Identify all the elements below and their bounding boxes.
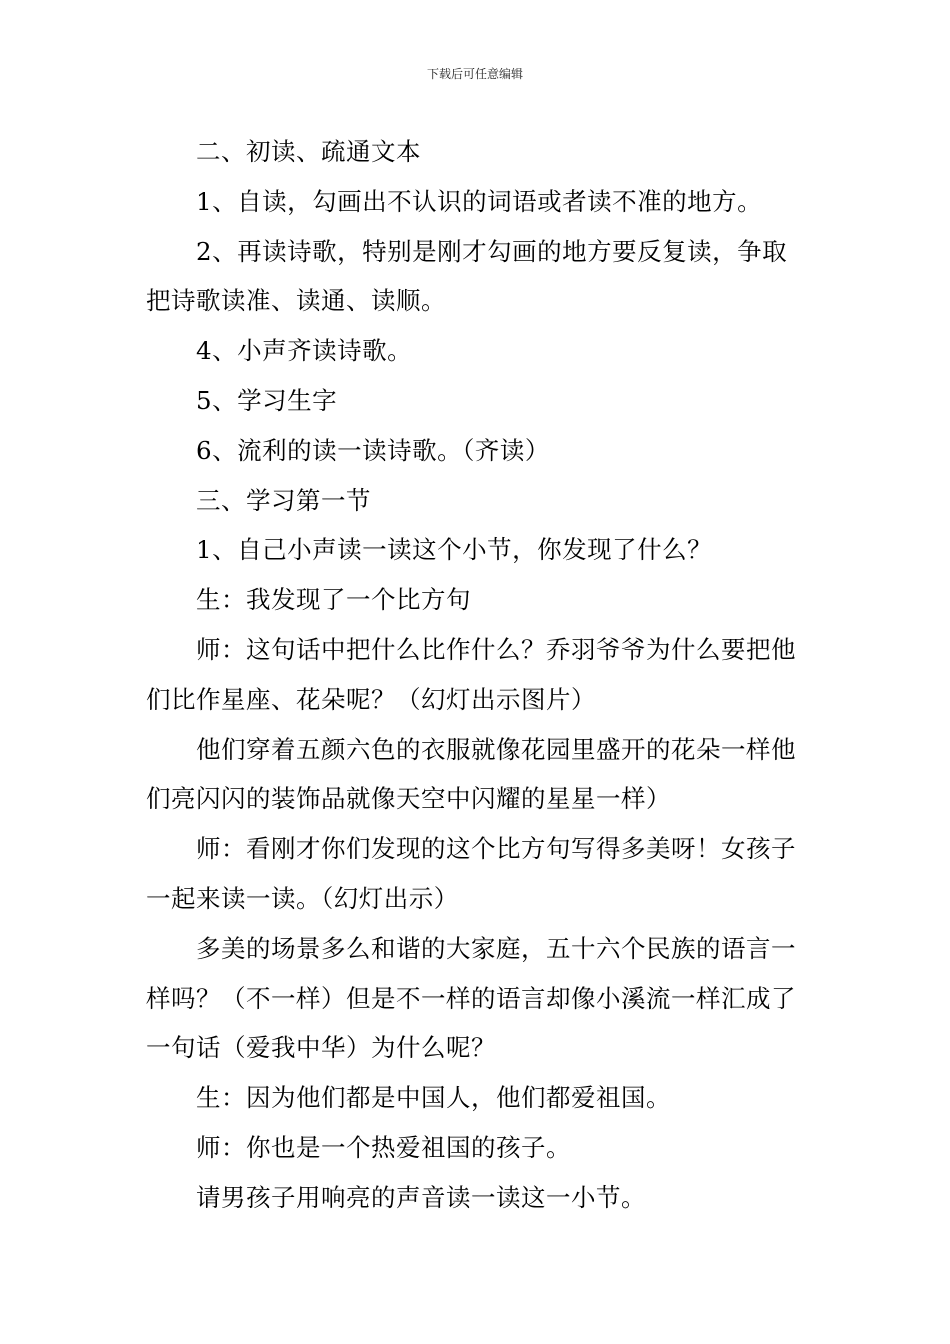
paragraph-discussion: 多美的场景多么和谐的大家庭，五十六个民族的语言一样吗？（不一样）但是不一样的语言却像小溪流一样汇成了一句话（爱我中华）为什么呢？ xyxy=(146,933,796,1063)
paragraph-section-3-heading: 三、学习第一节 xyxy=(196,485,371,515)
paragraph-boys-read-instruction: 请男孩子用响亮的声音读一读这一小节。 xyxy=(196,1182,646,1212)
paragraph-step-6: 6、流利的读一读诗歌。（齐读） xyxy=(196,435,550,465)
paragraph-teacher-question-1: 师：这句话中把什么比作什么？乔羽爷爷为什么要把他们比作星座、花朵呢？（幻灯出示图片） xyxy=(146,634,796,714)
paragraph-teacher-praise: 师：看刚才你们发现的这个比方句写得多美呀！女孩子一起来读一读。（幻灯出示） xyxy=(146,834,796,913)
paragraph-step-1: 1、自读，勾画出不认识的词语或者读不准的地方。 xyxy=(196,186,763,216)
paragraph-student-reply-2: 生：因为他们都是中国人，他们都爱祖国。 xyxy=(196,1083,671,1113)
paragraph-section-3-step-1: 1、自己小声读一读这个小节，你发现了什么？ xyxy=(196,535,713,565)
paragraph-student-reply-1: 生：我发现了一个比方句 xyxy=(196,585,471,615)
paragraph-step-2: 2、再读诗歌，特别是刚才勾画的地方要反复读，争取把诗歌读准、读通、读顺。 xyxy=(146,236,788,316)
paragraph-step-5: 5、学习生字 xyxy=(196,385,338,415)
paragraph-section-2-heading: 二、初读、疏通文本 xyxy=(196,137,421,166)
paragraph-step-4: 4、小声齐读诗歌。 xyxy=(196,336,413,366)
document-body xyxy=(146,127,808,1223)
paragraph-teacher-comment: 师：你也是一个热爱祖国的孩子。 xyxy=(196,1132,571,1162)
page-header-note: 下载后可任意编辑 xyxy=(426,67,523,81)
paragraph-slide-text-1: 他们穿着五颜六色的衣服就像花园里盛开的花朵一样他们亮闪闪的装饰品就像天空中闪耀的星星一样） xyxy=(146,734,796,814)
